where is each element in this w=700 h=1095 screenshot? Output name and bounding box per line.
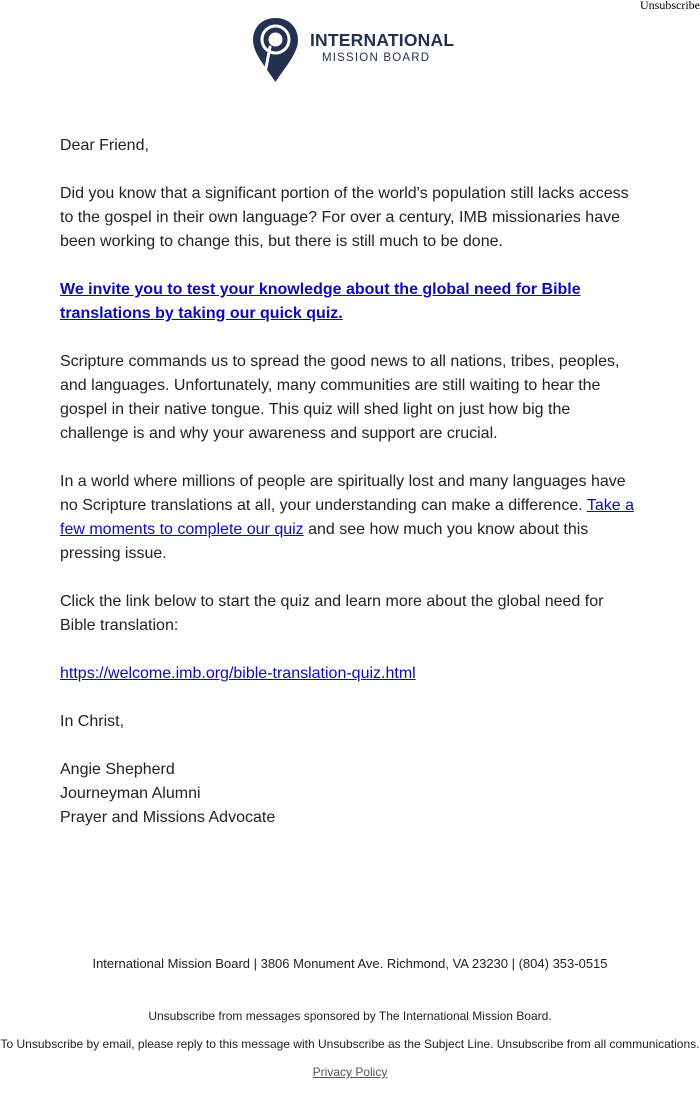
logo-title: INTERNATIONAL: [310, 30, 455, 50]
top-unsubscribe-link[interactable]: Unsubscribe: [640, 0, 700, 12]
greeting: Dear Friend,: [60, 137, 149, 154]
invite-paragraph: [60, 278, 640, 326]
signature-title-2: Prayer and Missions Advocate: [60, 809, 276, 826]
footer-unsubscribe-sponsored[interactable]: Unsubscribe from messages sponsored by The International Mission Board.: [148, 1009, 552, 1023]
signature-title-1: Journeyman Alumni: [60, 785, 201, 802]
quiz-invite-link[interactable]: We invite you to test your knowledge about the global need for Bible translations by taking our quick quiz.: [60, 281, 581, 322]
quiz-url-link[interactable]: https://welcome.imb.org/bible-translation-quiz.html: [60, 665, 416, 682]
world-paragraph: [60, 470, 640, 566]
map-pin-icon: [251, 16, 300, 84]
logo-subtitle: MISSION BOARD: [322, 51, 431, 64]
world-paragraph-text: In a world where millions of people are spiritually lost and many languages have no Scripture translations at all, your understanding can make a difference.: [60, 473, 626, 514]
footer-address: International Mission Board | 3806 Monument Ave. Richmond, VA 23230 | (804) 353-0515: [92, 956, 608, 971]
click-link-paragraph: Click the link below to start the quiz and learn more about the global need for Bible translation:: [60, 593, 604, 634]
footer-privacy: [0, 1065, 700, 1079]
complete-quiz-link[interactable]: Take a few moments to complete our quiz: [60, 497, 634, 538]
signature-name: Angie Shepherd: [60, 761, 175, 778]
email-body: [60, 134, 640, 854]
signature-block: [60, 758, 640, 830]
quiz-url-paragraph: [60, 662, 640, 686]
footer-unsubscribe-email: To Unsubscribe by email, please reply to this message with Unsubscribe as the Subject Line. Unsubscribe from all communications.: [0, 1037, 700, 1051]
closing: In Christ,: [60, 713, 125, 730]
privacy-policy-link[interactable]: Privacy Policy: [312, 1065, 388, 1079]
scripture-paragraph: Scripture commands us to spread the good news to all nations, tribes, peoples, and languages. Unfortunately, many communities are still waiting to hear the gospel in their native tongue. This quiz will shed light on just how big the challenge is and why your awareness and support are crucial.: [60, 353, 620, 442]
imb-logo: [251, 16, 454, 84]
intro-paragraph: Did you know that a significant portion of the world's population still lacks access to the gospel in their own language? For over a century, IMB missionaries have been working to change this, but there is still much to be done.: [60, 185, 629, 250]
world-paragraph-text-end: and see how much you know about this pressing issue.: [60, 521, 589, 562]
